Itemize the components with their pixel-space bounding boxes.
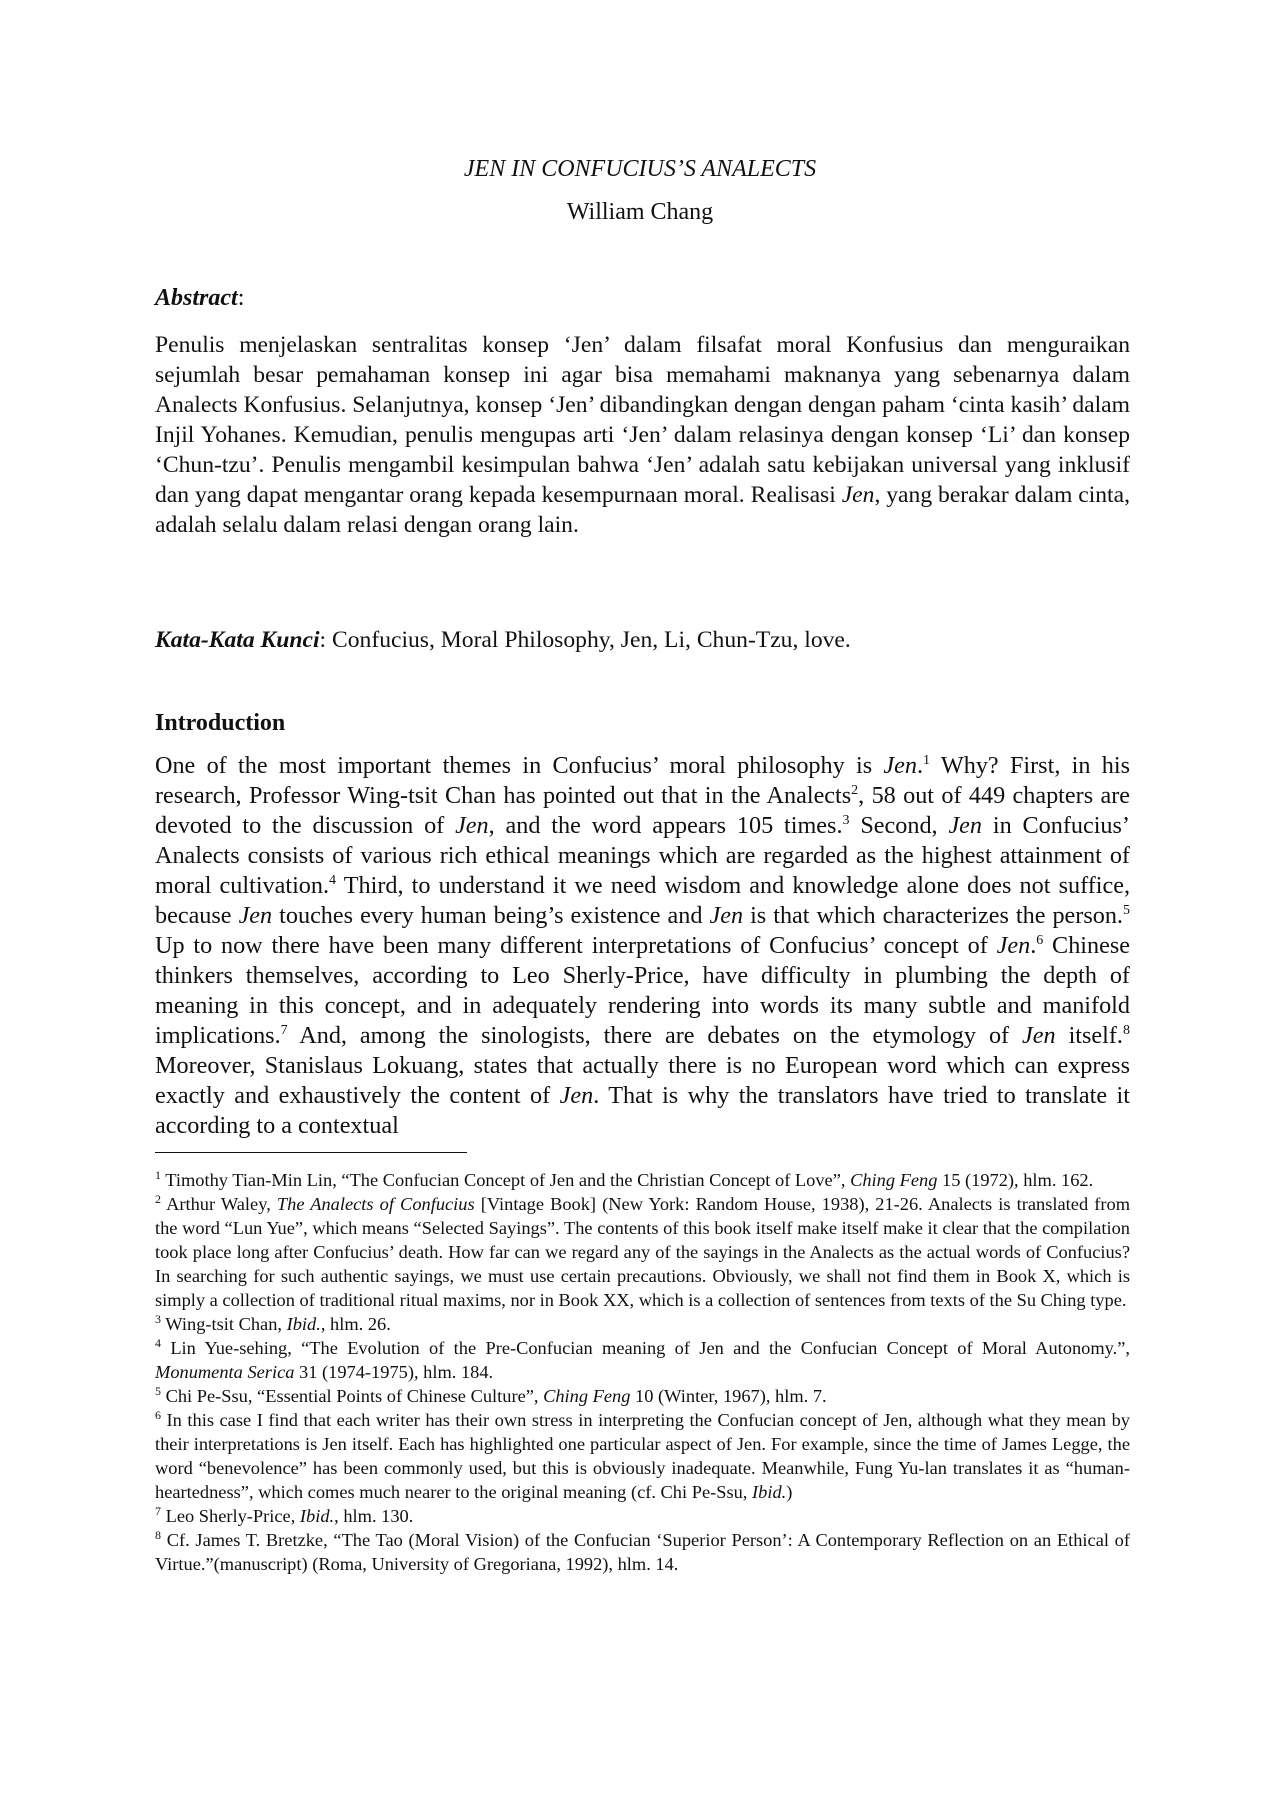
text-run: One of the most important themes in Confucius’ moral philosophy is [155, 752, 884, 779]
footnote-number: 5 [155, 1383, 161, 1398]
footnote-text: Chi Pe-Ssu, “Essential Points of Chinese Culture”, [161, 1386, 544, 1406]
footnote-text: Leo Sherly-Price, [161, 1506, 300, 1526]
footnote-text: 15 (1972), hlm. 162. [937, 1170, 1094, 1190]
footnote-italic: Ibid. [752, 1482, 787, 1502]
footnote-6 [155, 1408, 1130, 1504]
text-run: , and the word appears 105 times. [488, 812, 843, 839]
text-run: Moreover, Stanislaus Lokuang, states that actually there is no European word which can express exactly and exhaustively the content of [155, 1052, 1130, 1109]
footnote-text: Lin Yue-sehing, “The Evolution of the Pre-Confucian meaning of Jen and the Confucian Concept of Moral Autonomy.”, [161, 1338, 1130, 1358]
text-run: is that which characterizes the person. [743, 902, 1123, 929]
introduction-paragraph: One of the most important themes in Confucius’ moral philosophy is Jen.$^1$ Why? First, in his research, Professor Wing-tsit Chan has pointed out that in the Analects$^2$, 58 out of 449 chapters are devoted to the discussion of Jen, and the word appears 105 times.$^3$ Second, Jen in Confucius’ Analects consists of various rich ethical meanings which are regarded as the highest attainment of moral cultivation.$^4$ Third, to understand it we need wisdom and knowledge alone does not suffice, because Jen touches every human being’s existence and Jen is that which characterizes the person.$^5$ Up to now there have been many different interpretations of Confucius’ concept of Jen.$^6$ Chinese thinkers themselves, according to Leo Sherly-Price, have difficulty in plumbing the depth of meaning in this concept, and in adequately rendering into words its many subtle and manifold implications.$^7$ And, among the sinologists, there are debates on the etymology of Jen itself.$^8$ Moreover, Stanislaus Lokuang, states that actually there is no European word which can express exactly and exhaustively the content of Jen. That is why the translators have tried to translate it according to a contextual [155, 752, 1130, 1139]
footnote-ref[interactable]: 3 [842, 812, 850, 828]
text-run: , 58 out of 449 chapters are devoted to the discussion of [155, 782, 1130, 839]
footnote-text: Cf. James T. Bretzke, “The Tao (Moral Vision) of the Confucian ‘Superior Person’: A Contemporary Reflection on an Ethical of Virtue.”(manuscript) (Roma, University of Gregoriana, 1992), hlm. 14. [155, 1530, 1130, 1574]
footnote-number: 1 [155, 1167, 161, 1182]
abstract-text-part: , yang berakar dalam cinta, adalah selalu dalam relasi dengan orang lain. [155, 482, 1130, 538]
abstract-text [155, 330, 1130, 540]
footnote-number: 8 [155, 1527, 161, 1542]
jen-term: Jen [948, 812, 983, 839]
text-run: And, among the sinologists, there are debates on the etymology of [287, 1022, 1023, 1049]
footnote-text: 10 (Winter, 1967), hlm. 7. [630, 1386, 827, 1406]
footnote-separator [155, 1152, 467, 1153]
text-run: itself. [1055, 1022, 1123, 1049]
footnote-italic: Ching Feng [850, 1170, 938, 1190]
abstract-text-part: Penulis menjelaskan sentralitas konsep ‘Jen’ dalam filsafat moral Konfusius dan menguraikan sejumlah besar pemahaman konsep ini agar bisa memahami maknanya yang sebenarnya dalam Analects Konfusius. Selanjutnya, konsep ‘Jen’ dibandingkan dengan dengan paham ‘cinta kasih’ dalam Injil Yohanes. Kemudian, penulis mengupas arti ‘Jen’ dalam relasinya dengan konsep ‘Li’ dan konsep ‘Chun-tzu’. Penulis mengambil kesimpulan bahwa ‘Jen’ adalah satu kebijakan universal yang inklusif dan yang dapat mengantar orang kepada kesempurnaan moral. Realisasi [155, 332, 1130, 508]
text-run: . That is why the translators have tried to translate it according to a contextual [155, 1082, 1130, 1139]
text-run: Second, [849, 812, 949, 839]
footnote-ref[interactable]: 4 [329, 872, 337, 888]
footnote-text: , hlm. 26. [320, 1314, 391, 1334]
footnote-italic: Ibid. [286, 1314, 321, 1334]
footnote-ref[interactable]: 8 [1122, 1022, 1130, 1038]
jen-term: Jen [709, 902, 744, 929]
footnote-3 [155, 1312, 1130, 1336]
footnote-ref[interactable]: 5 [1122, 902, 1130, 918]
footnote-ref[interactable]: 1 [923, 752, 931, 768]
keywords-list: : Confucius, Moral Philosophy, Jen, Li, Chun-Tzu, love. [319, 627, 851, 653]
paper-title: JEN IN CONFUCIUS’S ANALECTS [463, 156, 817, 182]
footnote-text: 31 (1974-1975), hlm. 184. [294, 1362, 494, 1382]
footnote-number: 6 [155, 1407, 161, 1422]
footnote-number: 7 [155, 1503, 161, 1518]
jen-term: Jen [1022, 1022, 1056, 1049]
jen-term: Jen [455, 812, 489, 839]
keywords [155, 627, 1130, 654]
footnote-5 [155, 1384, 1130, 1408]
footnote-text: Arthur Waley, [161, 1194, 277, 1214]
introduction-heading: Introduction [155, 710, 286, 736]
text-run: Third, to understand it we need wisdom and knowledge alone does not suffice, because [155, 872, 1130, 929]
footnote-italic: Ching Feng [543, 1386, 631, 1406]
jen-term: Jen [996, 932, 1031, 959]
abstract-label: Abstract [155, 285, 238, 311]
footnote-text: [Vintage Book] (New York: Random House, 1938), 21-26. Analects is translated from the word “Lun Yue”, which means “Selected Sayings”. The contents of this book itself make itself make it clear that the compilation took place long after Confucius’ death. How far can we regard any of the sayings in the Analects as the actual words of Confucius? In searching for such authentic sayings, we must use certain precautions. Obviously, we shall not find them in Book X, which is simply a collection of traditional ritual maxims, nor in Book XX, which is a collection of sentences from texts of the Su Ching type. [155, 1194, 1130, 1310]
text-run: Chinese thinkers themselves, according to Leo Sherly-Price, have difficulty in plumbing the depth of meaning in this concept, and in adequately rendering into words its many subtle and manifold implications. [155, 932, 1130, 1049]
footnote-4 [155, 1336, 1130, 1384]
footnotes [155, 1168, 1130, 1576]
footnote-number: 2 [155, 1191, 161, 1206]
jen-term: Jen [238, 902, 273, 929]
text-run: in Confucius’ Analects consists of various rich ethical meanings which are regarded as the highest attainment of moral cultivation. [155, 812, 1130, 899]
footnote-text: , hlm. 130. [334, 1506, 414, 1526]
abstract-heading [155, 285, 244, 312]
text-run: touches every human being’s existence and [272, 902, 710, 929]
footnote-italic: The Analects of Confucius [276, 1194, 475, 1214]
text-run: Why? First, in his research, Professor Wing-tsit Chan has pointed out that in the Analects [155, 752, 1130, 809]
footnote-text: In this case I find that each writer has their own stress in interpreting the Confucian concept of Jen, although what they mean by their interpretations is Jen itself. Each has highlighted one particular aspect of Jen. For example, since the time of James Legge, the word “benevolence” has been commonly used, but this is obviously inadequate. Meanwhile, Fung Yu-lan translates it as “human-heartedness”, which comes much nearer to the original meaning (cf. Chi Pe-Ssu, [155, 1410, 1130, 1502]
footnote-italic: Ibid. [299, 1506, 335, 1526]
footnote-1 [155, 1168, 1130, 1192]
footnote-text: Wing-tsit Chan, [161, 1314, 287, 1334]
keywords-label: Kata-Kata Kunci [155, 627, 320, 653]
footnote-ref[interactable]: 2 [851, 782, 859, 798]
jen-term: Jen [559, 1082, 594, 1109]
abstract-colon: : [237, 285, 245, 311]
footnote-number: 3 [155, 1311, 161, 1326]
footnote-7 [155, 1504, 1130, 1528]
text-run: Up to now there have been many different interpretations of Confucius’ concept of [155, 932, 997, 959]
footnote-italic: Monumenta Serica [155, 1362, 295, 1382]
footnote-2 [155, 1192, 1130, 1312]
footnote-text: ) [786, 1482, 793, 1502]
footnote-ref[interactable]: 7 [280, 1022, 288, 1038]
jen-term: Jen [883, 752, 917, 779]
footnote-8 [155, 1528, 1130, 1576]
footnote-number: 4 [155, 1335, 161, 1350]
abstract-jen-term: Jen [841, 482, 875, 508]
author-name: William Chang [566, 199, 714, 225]
footnote-text: Timothy Tian-Min Lin, “The Confucian Concept of Jen and the Christian Concept of Love”, [161, 1170, 851, 1190]
footnote-ref[interactable]: 6 [1036, 932, 1044, 948]
